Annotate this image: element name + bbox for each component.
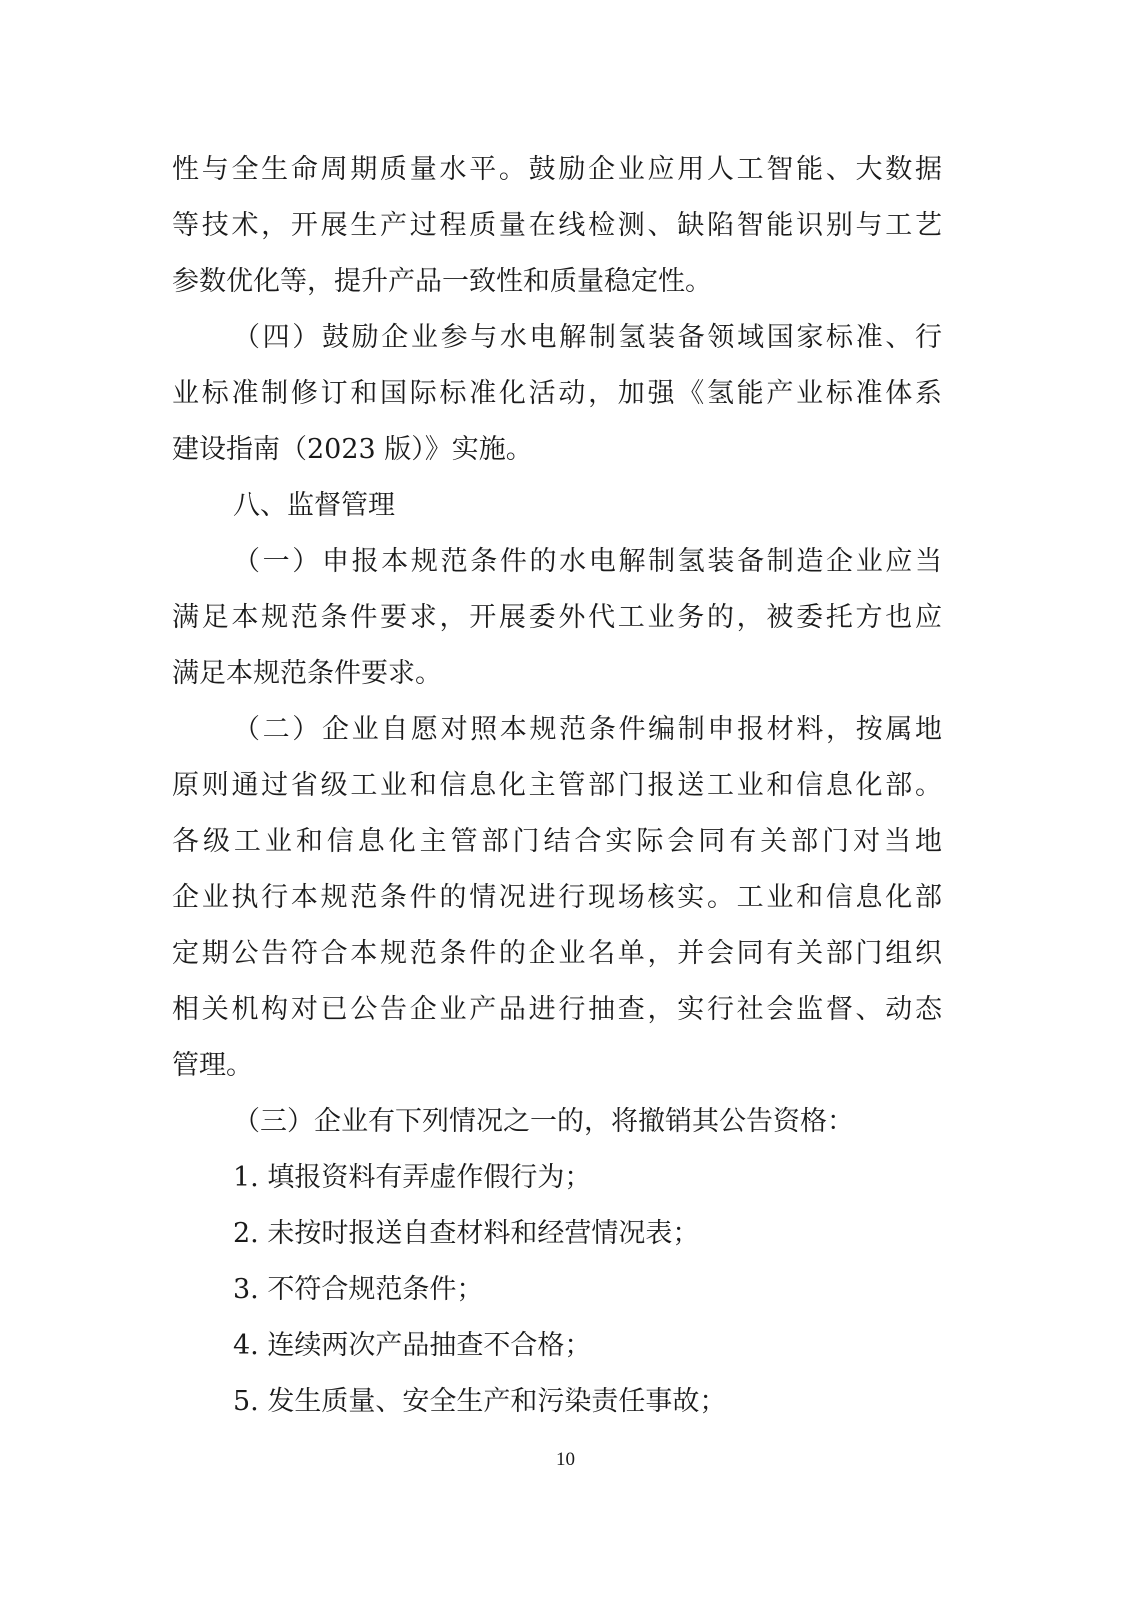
paragraph-line: 各级工业和信息化主管部门结合实际会同有关部门对当地 — [172, 826, 942, 857]
section-heading: 八、监督管理 — [233, 490, 395, 521]
list-item: 1. 填报资料有弄虚作假行为； — [233, 1162, 592, 1193]
paragraph-line: 等技术，开展生产过程质量在线检测、缺陷智能识别与工艺 — [172, 210, 942, 241]
paragraph-line: 管理。 — [172, 1050, 253, 1081]
list-item: 4. 连续两次产品抽查不合格； — [233, 1330, 592, 1361]
paragraph-line: 定期公告符合本规范条件的企业名单，并会同有关部门组织 — [172, 938, 942, 969]
paragraph-line: （二）企业自愿对照本规范条件编制申报材料，按属地 — [233, 714, 942, 745]
paragraph-line: 相关机构对已公告企业产品进行抽查，实行社会监督、动态 — [172, 994, 942, 1025]
list-item: 5. 发生质量、安全生产和污染责任事故； — [233, 1386, 727, 1417]
paragraph-line: （四）鼓励企业参与水电解制氢装备领域国家标准、行 — [233, 322, 942, 353]
list-item: 2. 未按时报送自查材料和经营情况表； — [233, 1218, 700, 1249]
paragraph-line: 业标准制修订和国际标准化活动，加强《氢能产业标准体系 — [172, 378, 942, 409]
list-item: 3. 不符合规范条件； — [233, 1274, 484, 1305]
paragraph-line: 原则通过省级工业和信息化主管部门报送工业和信息化部。 — [172, 770, 942, 801]
paragraph-line: 性与全生命周期质量水平。鼓励企业应用人工智能、大数据 — [172, 154, 942, 185]
paragraph-line: 建设指南（2023 版）》实施。 — [172, 434, 533, 465]
paragraph-line: （一）申报本规范条件的水电解制氢装备制造企业应当 — [233, 546, 942, 577]
page-number: 10 — [556, 1449, 575, 1470]
paragraph-line: 参数优化等，提升产品一致性和质量稳定性。 — [172, 266, 712, 297]
paragraph-line: 企业执行本规范条件的情况进行现场核实。工业和信息化部 — [172, 882, 942, 913]
paragraph-line: （三）企业有下列情况之一的，将撤销其公告资格： — [233, 1106, 854, 1137]
paragraph-line: 满足本规范条件要求，开展委外代工业务的，被委托方也应 — [172, 602, 942, 633]
paragraph-line: 满足本规范条件要求。 — [172, 658, 442, 689]
